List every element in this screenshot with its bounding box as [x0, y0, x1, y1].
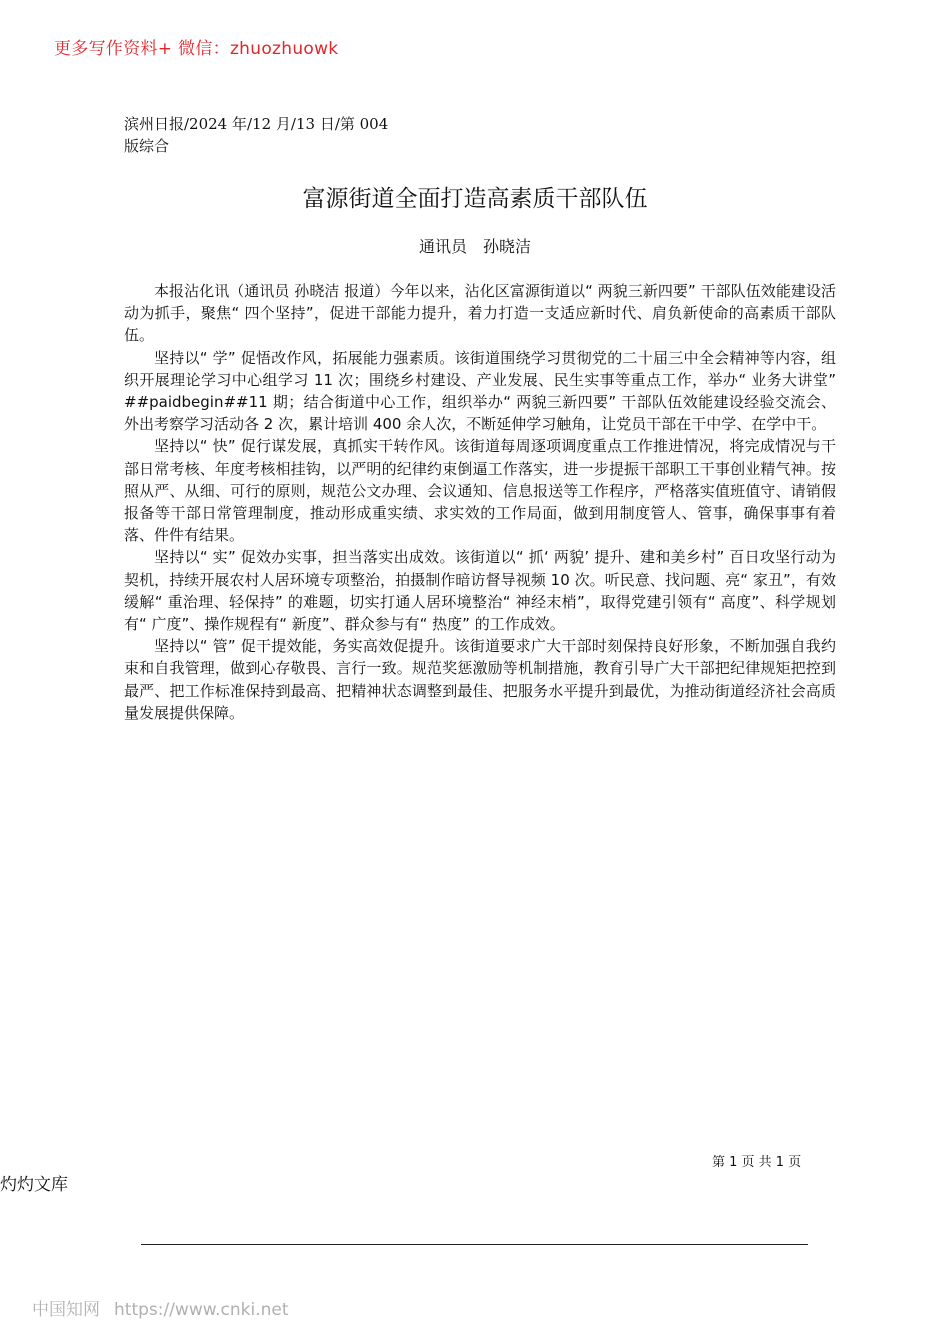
article-body: [124, 280, 836, 724]
cnki-site-name: 中国知网: [32, 1300, 100, 1320]
source-line: 滨州日报/2024 年/12 月/13 日/第 004: [124, 115, 389, 133]
article-byline: 通讯员 孙晓洁: [418, 237, 531, 256]
paragraph: 坚持以“ 学” 促悟改作风，拓展能力强素质。该街道围绕学习贯彻党的二十届三中全会精神等内容，组织开展理论学习中心组学习 11 次；围绕乡村建设、产业发展、民生实事等重点工作，举办“ 业务大讲堂” ##paidbegin##11 期；结合街道中心工作，组织举办“ 两貌三新四要” 干部队伍效能建设经验交流会、外出考察学习活动各 2 次，累计培训 400 余人次，不断延伸学习触角，让党员干部在干中学、在学中干。: [124, 348, 836, 434]
paragraph: 坚持以“ 管” 促干提效能，务实高效促提升。该街道要求广大干部时刻保持良好形象，不断加强自我约束和自我管理，做到心存敬畏、言行一致。规范奖惩激励等机制措施，教育引导广大干部把纪律规矩把控到最严、把工作标准保持到最高、把精神状态调整到最佳、把服务水平提升到最优，为推动街道经济社会高质量发展提供保障。: [124, 637, 836, 722]
promo-banner: 更多写作资料+ 微信：zhuozhuowk: [54, 39, 339, 59]
cnki-url[interactable]: https://www.cnki.net: [114, 1300, 289, 1320]
footer-divider: [141, 1244, 808, 1245]
source-info: [124, 113, 388, 157]
paragraph: 坚持以“ 实” 促效办实事，担当落实出成效。该街道以“ 抓‘ 两貌’ 提升、建和美乡村” 百日攻坚行动为契机，持续开展农村人居环境专项整治，拍摄制作暗访督导视频 10 次。听民意、找问题、亮“ 家丑”，有效缓解“ 重治理、轻保持” 的难题，切实打通人居环境整治“ 神经末梢”，取得党建引领有“ 高度”、科学规划有“ 广度”、操作规程有“ 新度”、群众参与有“ 热度” 的工作成效。: [124, 548, 836, 634]
cnki-watermark: [32, 1295, 288, 1320]
paragraph: 坚持以“ 快” 促行谋发展，真抓实干转作风。该街道每周逐项调度重点工作推进情况，将完成情况与干部日常考核、年度考核相挂钩，以严明的纪律约束倒逼工作落实，进一步提振干部职工干事创业精气神。按照从严、从细、可行的原则，规范公文办理、会议通知、信息报送等工作程序，严格落实值班值守、请销假报备等干部日常管理制度，推动形成重实绩、求实效的工作局面，做到用制度管人、管事，确保事事有着落、件件有结果。: [124, 437, 836, 545]
page-number: 第 1 页 共 1 页: [712, 1155, 802, 1170]
library-watermark: 灼灼文库: [0, 1175, 68, 1195]
article-title: 富源街道全面打造高素质干部队伍: [302, 186, 648, 212]
paragraph: 本报沾化讯（通讯员 孙晓洁 报道）今年以来，沾化区富源街道以“ 两貌三新四要” 干部队伍效能建设活动为抓手，聚焦“ 四个坚持”，促进干部能力提升，着力打造一支适应新时代、肩负新使命的高素质干部队伍。: [124, 282, 836, 345]
source-section: 版综合: [124, 137, 170, 155]
